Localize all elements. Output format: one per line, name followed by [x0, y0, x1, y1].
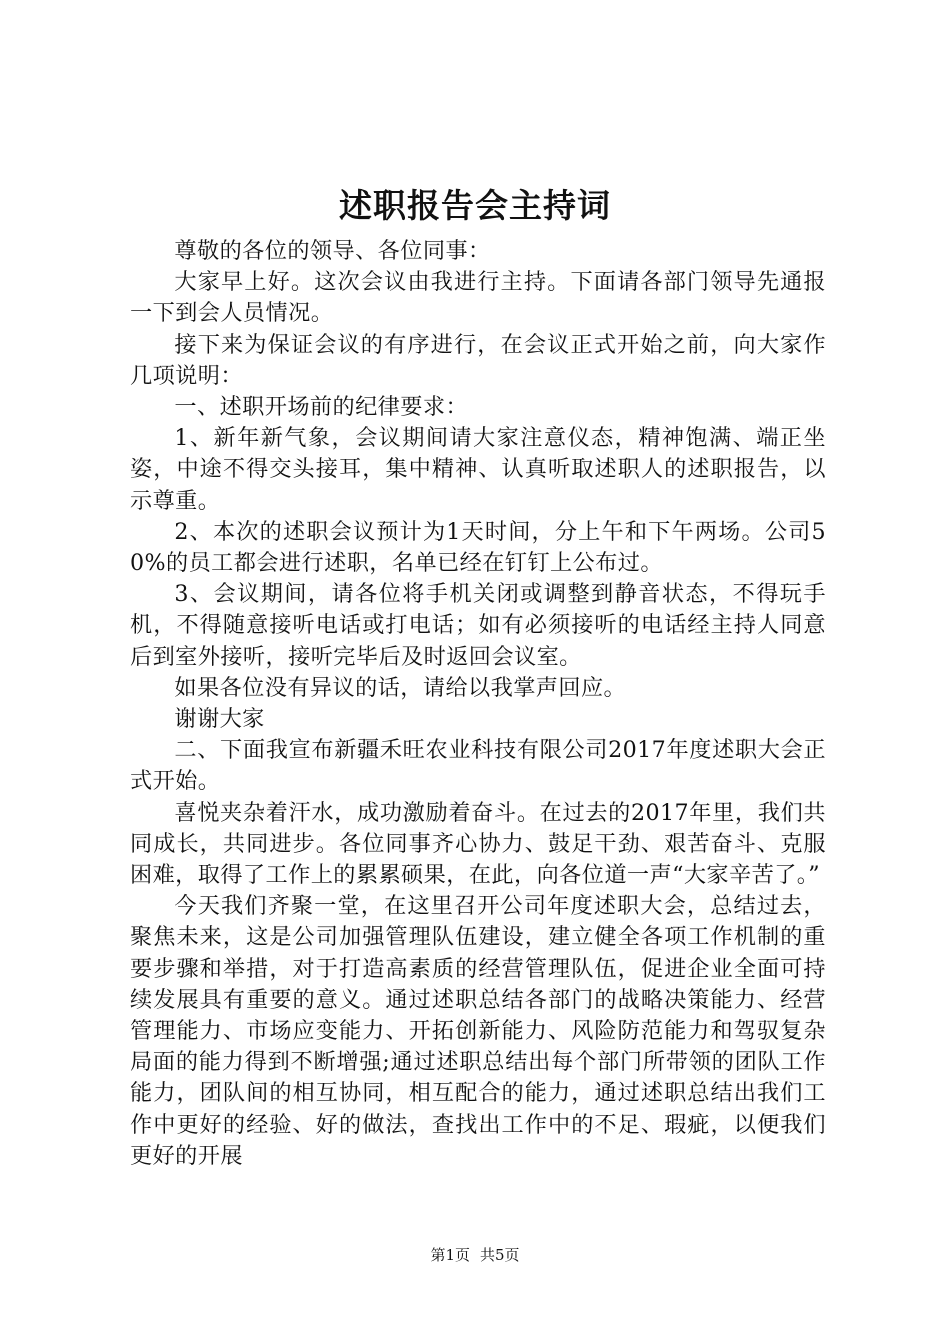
paragraph-instructions-intro: 接下来为保证会议的有序进行，在会议正式开始之前，向大家作几项说明： [130, 331, 826, 389]
paragraph-applause-request: 如果各位没有异议的话，请给以我掌声回应。 [174, 674, 627, 701]
document-body [130, 236, 826, 1172]
paragraph-rule-2: 2、本次的述职会议预计为1天时间，分上午和下午两场。公司50%的员工都会进行述职，名单已经在钉钉上公布过。 [130, 518, 826, 577]
paragraph-greeting: 尊敬的各位的领导、各位同事： [174, 238, 491, 264]
paragraph-section-one-heading: 一、述职开场前的纪律要求： [174, 394, 469, 421]
paragraph-year-review: 喜悦夹杂着汗水，成功激励着奋斗。在过去的2017年里，我们共同成长，共同进步。各位同事齐心协力、鼓足干劲、艰苦奋斗、克服困难，取得了工作上的累累硕果，在此，向各位道一声“大家辛苦了。” [130, 799, 826, 889]
page-footer [0, 1245, 950, 1265]
document-title: 述职报告会主持词 [339, 186, 611, 225]
paragraph-thanks: 谢谢大家 [174, 706, 265, 733]
paragraph-meeting-purpose: 今天我们齐聚一堂，在这里召开公司年度述职大会，总结过去，聚焦未来，这是公司加强管理队伍建设，建立健全各项工作机制的重要步骤和举措，对于打造高素质的经营管理队伍，促进企业全面可持续发展具有重要的意义。通过述职总结各部门的战略决策能力、经营管理能力、市场应变能力、开拓创新能力、风险防范能力和驾驭复杂局面的能力得到不断增强;通过述职总结出每个部门所带领的团队工作能力，团队间的相互协同，相互配合的能力，通过述职总结出我们工作中更好的经验、好的做法，查找出工作中的不足、瑕疵，以便我们更好的开展 [130, 893, 826, 1169]
paragraph-rule-3: 3、会议期间，请各位将手机关闭或调整到静音状态，不得玩手机，不得随意接听电话或打电话；如有必须接听的电话经主持人同意后到室外接听，接听完毕后及时返回会议室。 [130, 581, 826, 670]
paragraph-rule-1: 1、新年新气象，会议期间请大家注意仪态，精神饱满、端正坐姿，中途不得交头接耳，集中精神、认真听取述职人的述职报告，以示尊重。 [130, 425, 826, 514]
paragraph-opening: 大家早上好。这次会议由我进行主持。下面请各部门领导先通报一下到会人员情况。 [130, 269, 826, 327]
page-number: 第1页 [430, 1246, 470, 1264]
paragraph-section-two-heading: 二、下面我宣布新疆禾旺农业科技有限公司2017年度述职大会正式开始。 [130, 737, 826, 795]
page-total: 共5页 [480, 1246, 520, 1264]
